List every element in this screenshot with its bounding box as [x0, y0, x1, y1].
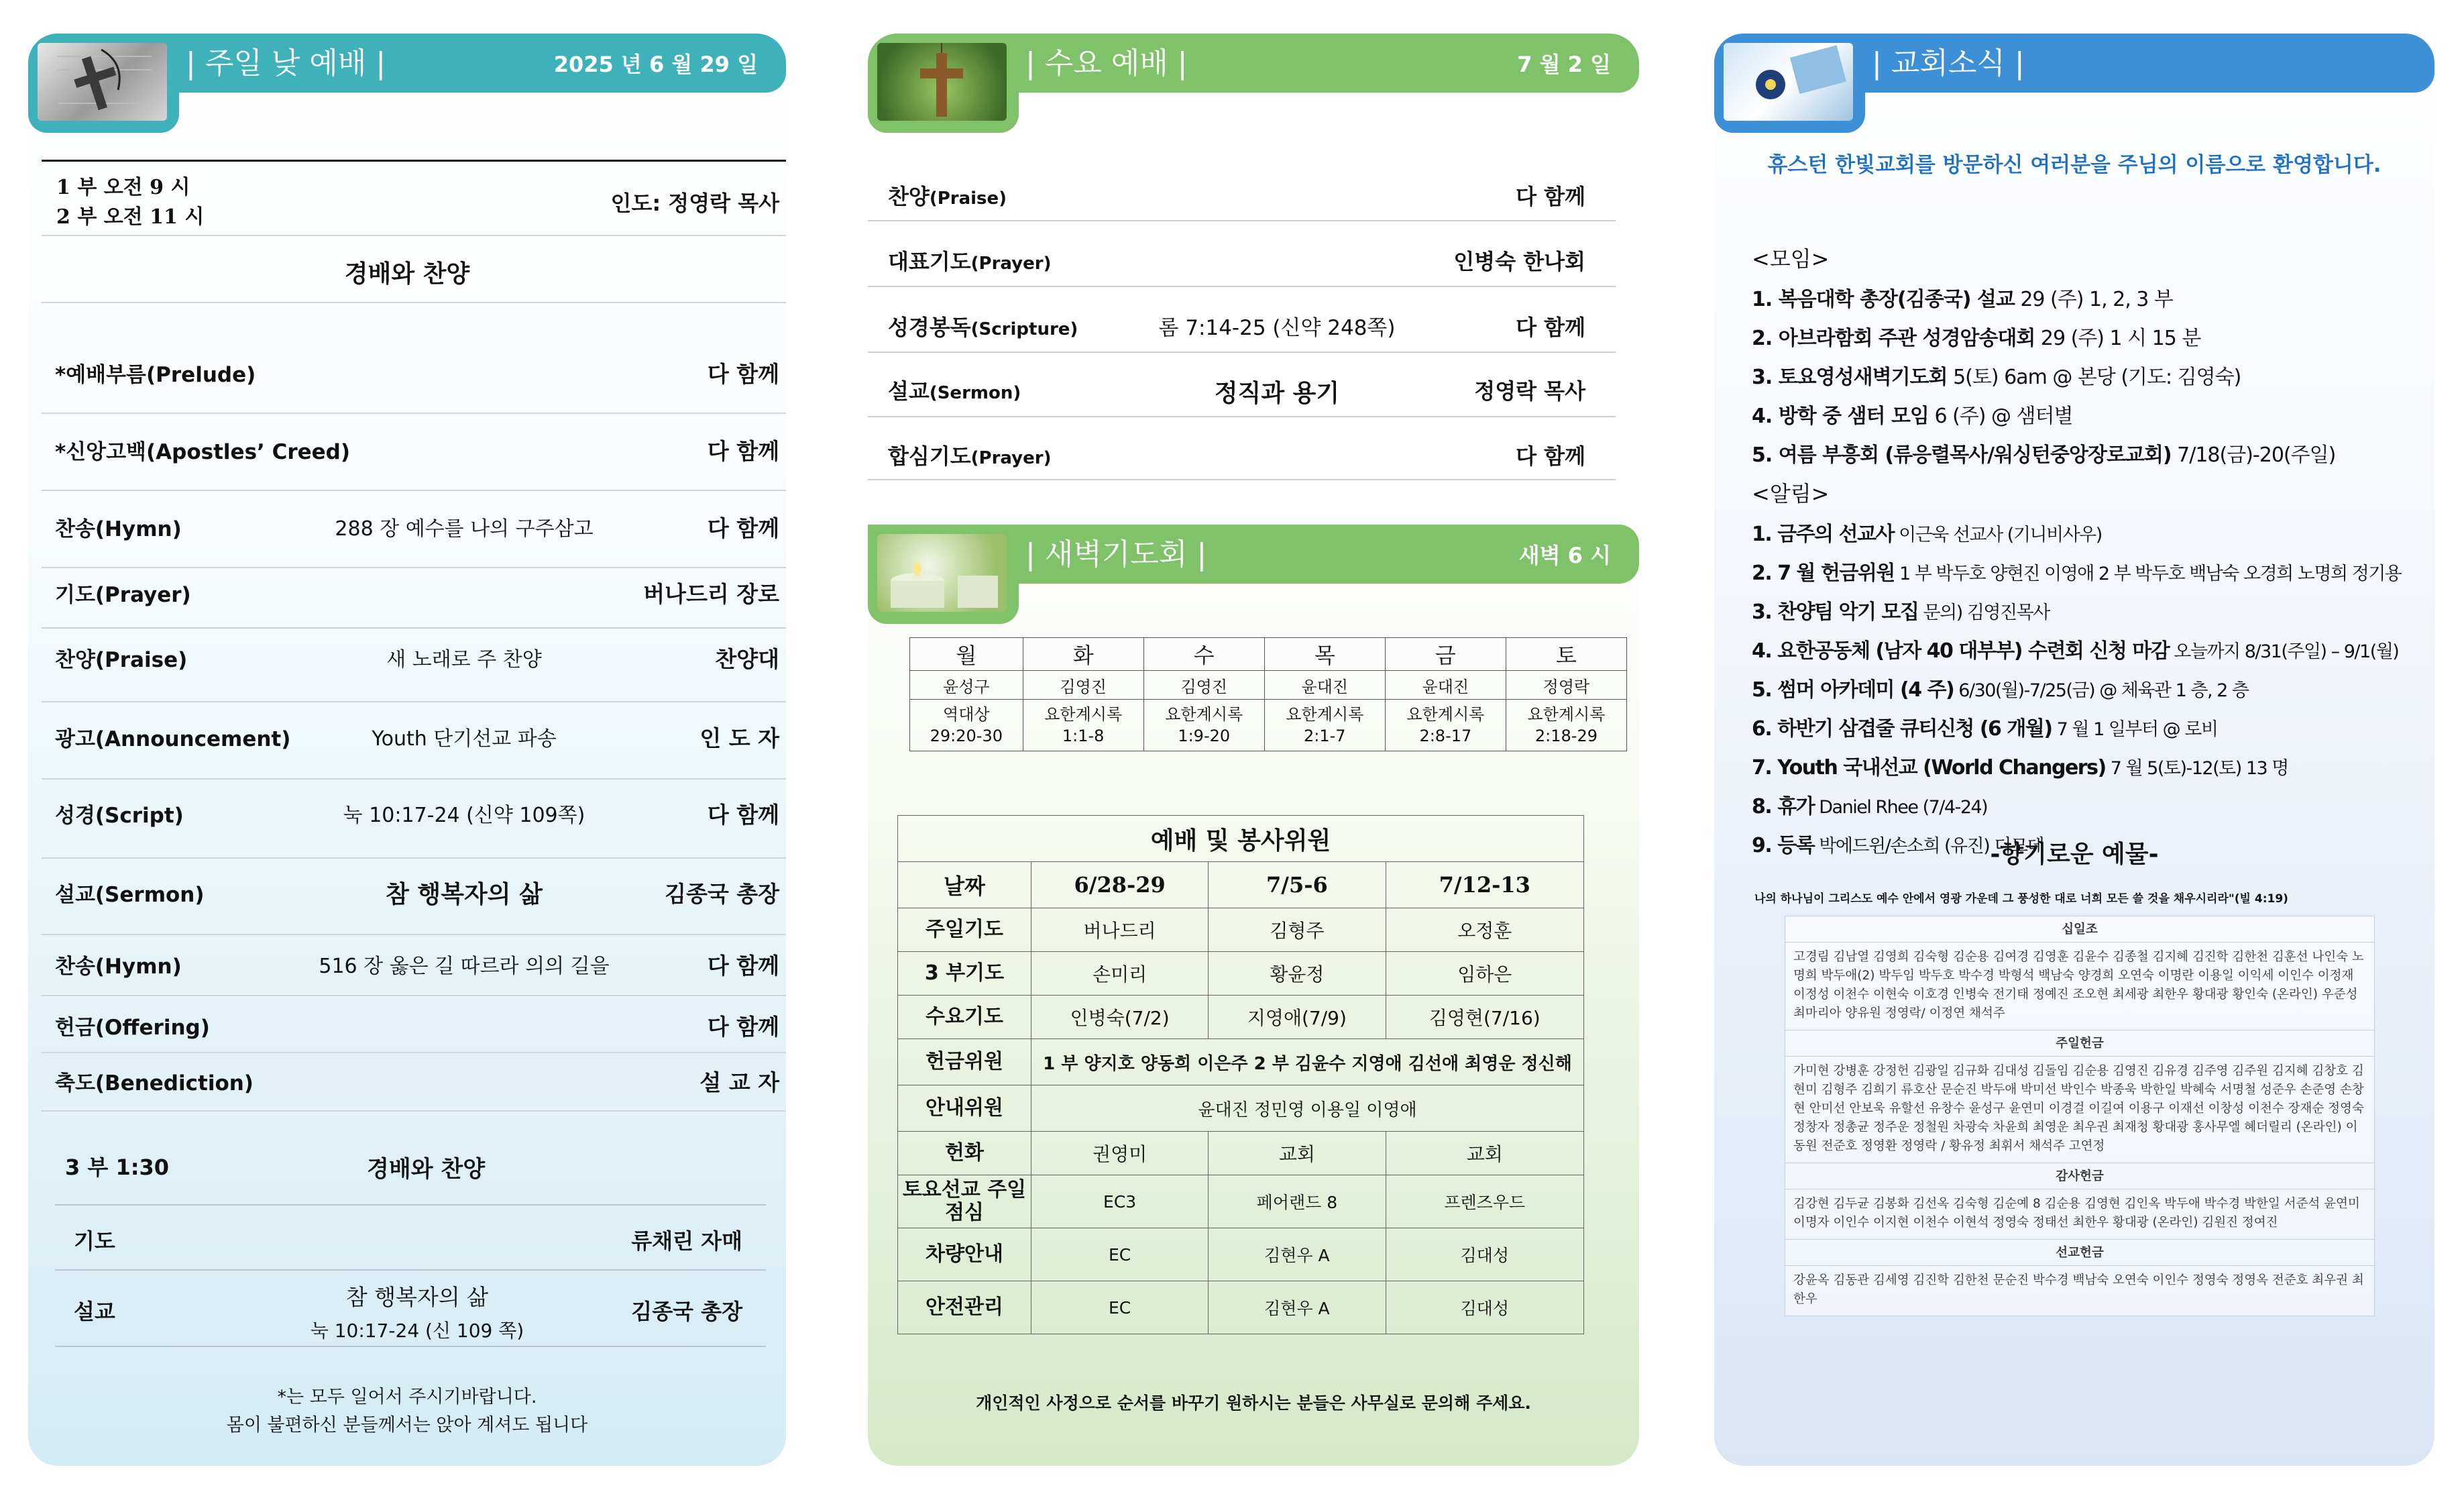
- dawn-book: 요한계시록: [1044, 705, 1123, 724]
- thanks-offering-names: 김강현 김두균 김봉화 김선옥 김숙형 김순예 8 김순용 김영현 김인옥 박두애 박수경 박한일 서준석 윤연미 이명자 이인수 이지현 이천수 이현석 정영숙 정태선 최한우 황대광 (온라인) 김원진 정여진: [1793, 1197, 2360, 1230]
- dawn-book: 요한계시록: [1286, 705, 1364, 724]
- volunteer-cell: 황윤정: [1209, 952, 1386, 996]
- order-item-label: 찬송(Hymn): [55, 954, 182, 979]
- volunteer-cell: EC: [1031, 1281, 1209, 1334]
- volunteers-title: 예배 및 봉사위원: [898, 816, 1584, 862]
- service-time-2: 2 부 오전 11 시: [56, 205, 205, 229]
- dawn-day: 토: [1506, 638, 1626, 671]
- sunday-order-item: [55, 1064, 786, 1098]
- volunteer-names: 1 부 양지호 양동희 이은주 2 부 김윤수 지영애 김선애 최영운 정신해: [1031, 1039, 1584, 1085]
- service-time-1: 1 부 오전 9 시: [56, 176, 190, 199]
- wed-item-leader: 다 함께: [1516, 443, 1585, 469]
- order-item-label: 기도(Prayer): [55, 582, 191, 607]
- seated-note: 몸이 불편하신 분들께서는 앉아 계셔도 됩니다: [226, 1415, 588, 1436]
- wed-item-label: 성경봉독: [888, 315, 971, 340]
- notice-item-title: 1. 금주의 선교사: [1752, 523, 1895, 546]
- dawn-leader: 김영진: [1023, 671, 1143, 700]
- order-item-label: *신앙고백(Apostles’ Creed): [55, 439, 351, 464]
- sunday-offering-names: 가미현 강병훈 강정헌 김광일 김규화 김대성 김돌임 김순용 김영진 김유경 김주영 김주원 김지혜 김창호 김현미 김형주 김희기 류호산 문순진 박두애 박미선 박인수 박종욱 박한일 박혜숙 서명철 성준우 손준영 손창현 안미선 안보욱 유할선 유창수 윤성구 윤연미 이경걸 이길여 이용구 이재선 이창성 이천수 장재순 정영숙 정창자 정총균 정주운 정철원 차광숙 차윤희 최영운 최우권 최재청 황대광 홍사무엘 혜더릴리 (온라인) 이동원 전준호 정영환 정영락 / 황유정 최휘서 채석주 고연정: [1793, 1064, 2364, 1153]
- dawn-leader: 김영진: [1143, 671, 1264, 700]
- dawn-day: 화: [1023, 638, 1143, 671]
- volunteers-note: 개인적인 사정으로 순서를 바꾸기 원하시는 분들은 사무실로 문의해 주세요.: [976, 1393, 1531, 1413]
- dawn-leader: 정영락: [1506, 671, 1626, 700]
- meeting-item-title: 1. 복음대학 총장(김종국) 설교: [1752, 288, 2015, 311]
- order-item-label: 축도(Benediction): [55, 1071, 254, 1096]
- wed-item-leader: 다 함께: [1516, 315, 1585, 340]
- wed-item-sublabel: (Scripture): [970, 319, 1078, 339]
- wooden-cross-icon: [877, 43, 1007, 121]
- volunteer-cell: EC: [1031, 1228, 1209, 1281]
- meeting-item-title: 2. 아브라함회 주관 성경암송대회: [1752, 327, 2035, 350]
- volunteer-cell: 임하은: [1386, 952, 1583, 996]
- candle-icon: [877, 534, 1007, 612]
- sunday-order-item: [55, 796, 786, 830]
- notice-item-detail: Daniel Rhee (7/4-24): [1814, 797, 1988, 818]
- middle-panel: [868, 34, 1639, 1466]
- volunteer-role: 헌화: [898, 1132, 1031, 1175]
- volunteer-cell: 김현우 A: [1209, 1281, 1386, 1334]
- sunday-service-panel: [28, 34, 786, 1466]
- wed-item-sublabel: (Praise): [929, 189, 1007, 209]
- thanks-offering-title: 감사헌금: [2056, 1169, 2104, 1183]
- dawn-passage: 2:18-29: [1534, 727, 1598, 745]
- dawn-book: 요한계시록: [1165, 705, 1243, 724]
- flower-note-icon: [1724, 43, 1853, 121]
- meeting-item-detail: 5(토) 6am @ 본당 (기도: 김영숙): [1947, 366, 2241, 389]
- sunday-date: 2025 년 6 월 29 일: [553, 52, 758, 77]
- wednesday-order-item: [888, 311, 1606, 344]
- volunteer-cell: 인병숙(7/2): [1031, 996, 1209, 1039]
- notice-item-detail: 6/30(월)-7/25(금) @ 체육관 1 층, 2 층: [1954, 680, 2249, 701]
- volunteer-cell: 김영현(7/16): [1386, 996, 1583, 1039]
- notice-item-detail: 7 월 1 일부터 @ 로비: [2052, 719, 2218, 740]
- third-sermon-title: 참 행복자의 삶: [345, 1284, 489, 1310]
- volunteer-cell: 버나드리: [1031, 908, 1209, 952]
- news-title: | 교회소식 |: [1872, 46, 2025, 81]
- wednesday-order-item: [888, 374, 1606, 408]
- meeting-item-detail: 29 (주) 1 시 15 분: [2035, 327, 2201, 350]
- volunteer-role: 수요기도: [898, 996, 1031, 1039]
- notice-item-detail: 오늘까지 8/31(주일) – 9/1(월): [2169, 641, 2399, 662]
- notice-item-title: 7. Youth 국내선교 (World Changers): [1752, 756, 2106, 780]
- dawn-day: 목: [1264, 638, 1385, 671]
- order-divider: [42, 857, 786, 859]
- notice-item: [1752, 712, 2421, 741]
- volunteers-header-cell: 6/28-29: [1031, 862, 1209, 908]
- order-item-label: 헌금(Offering): [55, 1015, 210, 1040]
- wednesday-title: | 수요 예배 |: [1025, 46, 1188, 81]
- volunteer-cell: 김대성: [1386, 1228, 1583, 1281]
- order-item-leader: 다 함께: [707, 801, 779, 828]
- dawn-passage: 1:1-8: [1062, 727, 1105, 745]
- wed-divider: [868, 352, 1616, 353]
- sunday-order-item: [55, 1008, 786, 1042]
- news-thumbnail: [1714, 34, 1865, 133]
- standing-note: *는 모두 일어서 주시기바랍니다.: [277, 1387, 537, 1407]
- order-divider: [42, 1052, 786, 1053]
- order-divider: [42, 413, 786, 414]
- order-divider: [42, 778, 786, 780]
- sunday-order-item: [55, 947, 786, 981]
- notice-item: [1752, 556, 2421, 586]
- volunteer-role: 3 부기도: [898, 952, 1031, 996]
- volunteer-role: 차량안내: [898, 1228, 1031, 1281]
- dawn-book: 요한계시록: [1527, 705, 1606, 724]
- volunteer-cell: 김형주: [1209, 908, 1386, 952]
- order-item-detail: Youth 단기선교 파송: [372, 727, 557, 751]
- meetings-heading: <모임>: [1752, 246, 1830, 272]
- volunteer-cell: 지영애(7/9): [1209, 996, 1386, 1039]
- sunday-order-item: [55, 433, 786, 466]
- notice-item: [1752, 595, 2421, 625]
- wed-item-detail: 롬 7:14-25 (신약 248쪽): [1158, 316, 1396, 340]
- volunteer-names: 윤대진 정민영 이용일 이영애: [1031, 1085, 1584, 1132]
- order-item-leader: 다 함께: [707, 952, 779, 979]
- notices-heading: <알림>: [1752, 481, 1830, 506]
- notice-item-title: 9. 등록: [1752, 834, 1815, 857]
- wed-item-detail: 정직과 용기: [1214, 380, 1340, 407]
- volunteer-cell: EC3: [1031, 1175, 1209, 1228]
- order-item-leader: 다 함께: [707, 360, 779, 387]
- wed-item-label: 합심기도: [888, 443, 971, 469]
- volunteers-header-cell: 7/12-13: [1386, 862, 1583, 908]
- order-item-leader: 다 함께: [707, 515, 779, 541]
- order-divider: [42, 995, 786, 996]
- notice-item-title: 4. 요한공동체 (남자 40 대부부) 수련회 신청 마감: [1752, 639, 2170, 663]
- volunteer-role: 안내위원: [898, 1085, 1031, 1132]
- order-item-label: 설교(Sermon): [55, 882, 205, 907]
- dawn-leader: 윤대진: [1385, 671, 1506, 700]
- meeting-item: [1752, 399, 2421, 429]
- third-prayer-label: 기도: [74, 1228, 115, 1254]
- news-list: [1752, 205, 2421, 858]
- notice-item-detail: 1 부 박두호 양현진 이영애 2 부 박두호 백남숙 오경희 노명희 정기용: [1894, 564, 2402, 584]
- dawn-time: 새벽 6 시: [1518, 543, 1611, 568]
- notice-item: [1752, 673, 2421, 702]
- third-sermon-ref: 눅 10:17-24 (신 109 쪽): [310, 1320, 524, 1342]
- dawn-passage: 2:1-7: [1304, 727, 1346, 745]
- notice-item-title: 2. 7 월 헌금위원: [1752, 562, 1895, 585]
- sunday-thumbnail: [28, 34, 179, 133]
- wed-item-label: 대표기도: [888, 249, 971, 274]
- volunteer-cell: 프렌즈우드: [1386, 1175, 1583, 1228]
- meeting-item: [1752, 321, 2421, 351]
- meeting-item-detail: 6 (주) @ 샘터별: [1928, 405, 2073, 428]
- wed-divider: [868, 479, 1616, 480]
- sunday-leader: 인도: 정영락 목사: [610, 191, 779, 216]
- sunday-section-title: 경배와 찬양: [344, 260, 470, 288]
- wed-divider: [868, 220, 1616, 221]
- dawn-leader: 윤성구: [910, 671, 1023, 700]
- third-sermon-label: 설교: [74, 1299, 115, 1324]
- order-item-label: 광고(Announcement): [55, 727, 291, 751]
- volunteer-cell: 김현우 A: [1209, 1228, 1386, 1281]
- dawn-day: 금: [1385, 638, 1506, 671]
- meeting-item-title: 5. 여름 부흥회 (류응렬목사/워싱턴중앙장로교회): [1752, 443, 2172, 467]
- notice-item: [1752, 751, 2421, 780]
- dawn-book: 역대상: [943, 705, 990, 724]
- order-item-label: 성경(Script): [55, 803, 184, 828]
- dawn-thumbnail: [868, 525, 1019, 624]
- sunday-title: | 주일 낮 예배 |: [186, 46, 386, 81]
- meeting-item-title: 3. 토요영성새벽기도회: [1752, 366, 1948, 389]
- third-sermon-preacher: 김종국 총장: [631, 1299, 742, 1324]
- volunteer-cell: 김대성: [1386, 1281, 1583, 1334]
- wed-item-sublabel: (Prayer): [970, 254, 1052, 274]
- mission-offering-names: 강윤옥 김동관 김세영 김진학 김한천 문순진 박수경 백남숙 오연숙 이인수 정영숙 정영옥 전준호 최우권 최한우: [1793, 1273, 2364, 1306]
- volunteers-header-cell: 7/5-6: [1209, 862, 1386, 908]
- sunday-order-item: [55, 875, 786, 909]
- order-item-leader: 다 함께: [707, 1013, 779, 1040]
- dawn-passage: 1:9-20: [1178, 727, 1231, 745]
- wednesday-order-item: [888, 180, 1606, 213]
- welcome-message: 휴스턴 한빛교회를 방문하신 여러분을 주님의 이름으로 환영합니다.: [1767, 153, 2382, 177]
- wed-item-leader: 인병숙 한나회: [1453, 249, 1585, 274]
- order-item-label: 찬양(Praise): [55, 647, 188, 672]
- third-prayer-leader: 류채린 자매: [631, 1228, 742, 1254]
- order-divider: [42, 567, 786, 568]
- volunteer-role: 헌금위원: [898, 1039, 1031, 1085]
- third-service-section: 경배와 찬양: [367, 1156, 486, 1183]
- notice-item-detail: 문의) 김영진목사: [1918, 602, 2050, 623]
- meeting-item: [1752, 438, 2421, 468]
- notice-item-detail: 박에드윈/손소희 (유진) 디모데: [1814, 836, 2044, 857]
- order-item-detail: 참 행복자의 삶: [386, 880, 543, 908]
- tithe-names: 고경림 김남열 김영희 김숙형 김순용 김여경 김영훈 김윤수 김종철 김지혜 김진학 김한천 김훈선 나인숙 노명희 박두애(2) 박두임 박두호 박수경 박형석 백남숙 양경희 오연숙 이명란 이용일 이익세 이인수 이정재 이정성 이천수 이현숙 이호경 인병숙 전기태 정예진 조오현 최세광 최한우 황대광 황인숙 (온라인) 우준성 최마리아 양유원 정영락/ 이정연 채석주: [1793, 950, 2364, 1020]
- wed-divider: [868, 416, 1616, 417]
- order-divider: [42, 627, 786, 629]
- sunday-order-item: [55, 576, 786, 609]
- order-item-leader: 다 함께: [707, 437, 779, 464]
- offering-title: -향기로운 예물-: [1990, 841, 2159, 868]
- volunteer-cell: 손미리: [1031, 952, 1209, 996]
- order-item-leader: 김종국 총장: [665, 880, 779, 907]
- volunteer-cell: 권영미: [1031, 1132, 1209, 1175]
- notice-item-detail: 이근욱 선교사 (기니비사우): [1894, 525, 2102, 545]
- volunteer-cell: 교회: [1209, 1132, 1386, 1175]
- order-divider: [42, 1110, 786, 1112]
- notice-item: [1752, 634, 2421, 663]
- meeting-item-detail: 29 (주) 1, 2, 3 부: [2014, 288, 2173, 311]
- third-service-time: 3 부 1:30: [65, 1155, 170, 1180]
- wed-divider: [868, 286, 1616, 287]
- order-item-label: *예배부름(Prelude): [55, 362, 256, 387]
- dawn-schedule-table: [909, 637, 1627, 751]
- order-item-label: 찬송(Hymn): [55, 517, 182, 541]
- tithe-title: 십일조: [2062, 922, 2098, 937]
- wednesday-order-item: [888, 245, 1606, 278]
- wednesday-date: 7 월 2 일: [1517, 52, 1611, 77]
- dawn-passage: 2:8-17: [1419, 727, 1472, 745]
- volunteer-cell: 교회: [1386, 1132, 1583, 1175]
- dawn-day: 수: [1143, 638, 1264, 671]
- dawn-passage: 29:20-30: [930, 727, 1003, 745]
- wed-item-leader: 다 함께: [1516, 184, 1585, 209]
- meeting-item-title: 4. 방학 중 샘터 모임: [1752, 405, 1929, 428]
- order-item-leader: 버나드리 장로: [643, 580, 779, 607]
- volunteers-table: [897, 815, 1584, 1334]
- meeting-item: [1752, 360, 2421, 390]
- wed-item-label: 설교: [888, 378, 930, 404]
- meeting-item-detail: 7/18(금)-20(주일): [2171, 443, 2336, 467]
- sunday-order-item: [55, 356, 786, 389]
- order-item-detail: 516 장 옳은 길 따르라 의의 길을: [319, 955, 610, 978]
- order-item-leader: 찬양대: [715, 645, 779, 672]
- sunday-offering-title: 주일헌금: [2056, 1036, 2104, 1051]
- wed-item-sublabel: (Sermon): [929, 383, 1021, 403]
- notice-item-detail: 7 월 5(토)-12(토) 13 명: [2105, 758, 2288, 779]
- sunday-top-rule: [42, 160, 786, 162]
- wed-item-leader: 정영락 목사: [1474, 378, 1585, 404]
- wed-item-sublabel: (Prayer): [970, 448, 1052, 468]
- notice-item-title: 3. 찬양팀 악기 모집: [1752, 600, 1919, 624]
- volunteer-role: 주일기도: [898, 908, 1031, 952]
- dawn-day: 월: [910, 638, 1023, 671]
- volunteer-cell: 오정훈: [1386, 908, 1583, 952]
- volunteers-header-cell: 날짜: [898, 862, 1031, 908]
- meeting-item: [1752, 282, 2421, 312]
- wednesday-order-item: [888, 439, 1606, 473]
- order-item-detail: 새 노래로 주 찬양: [386, 648, 542, 672]
- volunteer-role: 토요선교 주일점심: [898, 1175, 1031, 1228]
- notice-item: [1752, 790, 2421, 819]
- notice-item: [1752, 517, 2421, 547]
- dawn-book: 요한계시록: [1406, 705, 1485, 724]
- notice-item-title: 6. 하반기 삼겹줄 큐티신청 (6 개월): [1752, 717, 2052, 741]
- mission-offering-title: 선교헌금: [2056, 1246, 2104, 1260]
- notice-item-title: 5. 썸머 아카데미 (4 주): [1752, 678, 1954, 702]
- wednesday-thumbnail: [868, 34, 1019, 133]
- sunday-order-item: [55, 641, 786, 674]
- sunday-order-item: [55, 720, 786, 753]
- order-divider: [42, 490, 786, 491]
- order-divider: [42, 701, 786, 702]
- order-item-detail: 눅 10:17-24 (신약 109쪽): [343, 804, 585, 827]
- offering-verse: 나의 하나님이 그리스도 예수 안에서 영광 가운데 그 풍성한 대로 너희 모든 쓸 것을 채우시리라"(빌 4:19): [1754, 892, 2288, 906]
- sunday-order-item: [55, 510, 786, 543]
- order-item-leader: 설 교 자: [699, 1069, 779, 1096]
- order-item-leader: 인 도 자: [699, 725, 779, 751]
- news-panel: [1714, 34, 2434, 1466]
- dawn-leader: 윤대진: [1264, 671, 1385, 700]
- bible-cross-icon: [38, 43, 167, 121]
- order-item-detail: 288 장 예수를 나의 구주삼고: [335, 517, 594, 541]
- volunteer-cell: 페어랜드 8: [1209, 1175, 1386, 1228]
- dawn-title: | 새벽기도회 |: [1025, 537, 1207, 572]
- order-divider: [42, 934, 786, 935]
- volunteer-role: 안전관리: [898, 1281, 1031, 1334]
- notice-item-title: 8. 휴가: [1752, 795, 1815, 818]
- wed-item-label: 찬양: [888, 184, 930, 209]
